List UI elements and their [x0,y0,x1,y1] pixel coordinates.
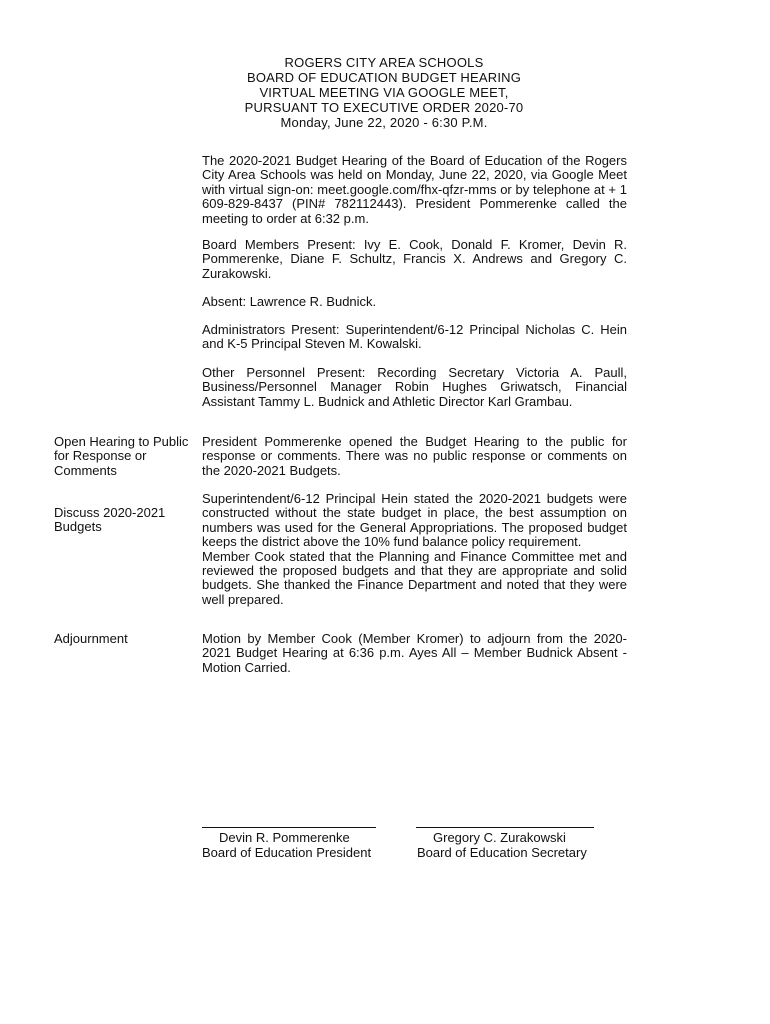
discuss-cook-statement: Member Cook stated that the Planning and Finance Committee met and reviewed the proposed budgets and that they are appropriate and solid budgets. She thanked the Finance Department and noted that they were well prepared. [202,548,627,607]
president-title: Board of Education President [202,845,372,860]
adjournment-paragraph: Motion by Member Cook (Member Kromer) to adjourn from the 2020-2021 Budget Hearing at 6:36 p.m. Ayes All – Member Budnick Absent - Motion Carried. [202,631,627,675]
absent-paragraph: Absent: Lawrence R. Budnick. [202,294,377,309]
label-adjournment: Adjournment [54,631,128,646]
header-district: ROGERS CITY AREA SCHOOLS [284,55,484,70]
administrators-paragraph: Administrators Present: Superintendent/6-12 Principal Nicholas C. Hein and K-5 Principal Steven M. Kowalski. [202,322,627,352]
header-meeting-type: BOARD OF EDUCATION BUDGET HEARING [246,70,522,85]
header-order: PURSUANT TO EXECUTIVE ORDER 2020-70 [244,100,524,115]
open-hearing-paragraph: President Pommerenke opened the Budget Hearing to the public for response or comments. There was no public response or comments on the 2020-2021 Budgets. [202,434,627,478]
secretary-signature-line [416,827,594,828]
discuss-hein-statement: Superintendent/6-12 Principal Hein stated the 2020-2021 budgets were constructed without the state budget in place, the best assumption on numbers was used for the General Appropriations. The proposed budget keeps the district above the 10% fund balance policy requirement. [202,491,627,550]
discuss-paragraph [202,492,627,607]
other-personnel-paragraph: Other Personnel Present: Recording Secretary Victoria A. Paull, Business/Personnel Manager Robin Hughes Griwatsch, Financial Assistant Tammy L. Budnick and Athletic Director Karl Grambau. [202,365,627,409]
header-date: Monday, June 22, 2020 - 6:30 P.M. [280,115,488,130]
intro-paragraph: The 2020-2021 Budget Hearing of the Board of Education of the Rogers City Area Schools was held on Monday, June 22, 2020, via Google Meet with virtual sign-on: meet.google.com/fhx-qfzr-mms or by telephone at + 1 609-829-8437 (PIN# 782112443). President Pommerenke called the meeting to order at 6:32 p.m. [202,153,627,226]
board-members-paragraph: Board Members Present: Ivy E. Cook, Donald F. Kromer, Devin R. Pommerenke, Diane F. Schultz, Francis X. Andrews and Gregory C. Zurakowski. [202,237,627,281]
label-discuss-budgets: Discuss 2020-2021 Budgets [54,505,166,535]
president-signature-line [202,827,376,828]
secretary-name: Gregory C. Zurakowski [433,830,566,845]
secretary-title: Board of Education Secretary [417,845,587,860]
header-virtual: VIRTUAL MEETING VIA GOOGLE MEET, [259,85,509,100]
label-open-hearing: Open Hearing to Public for Response or Comments [54,434,189,478]
president-name: Devin R. Pommerenke [219,830,350,845]
document-header [200,55,568,130]
